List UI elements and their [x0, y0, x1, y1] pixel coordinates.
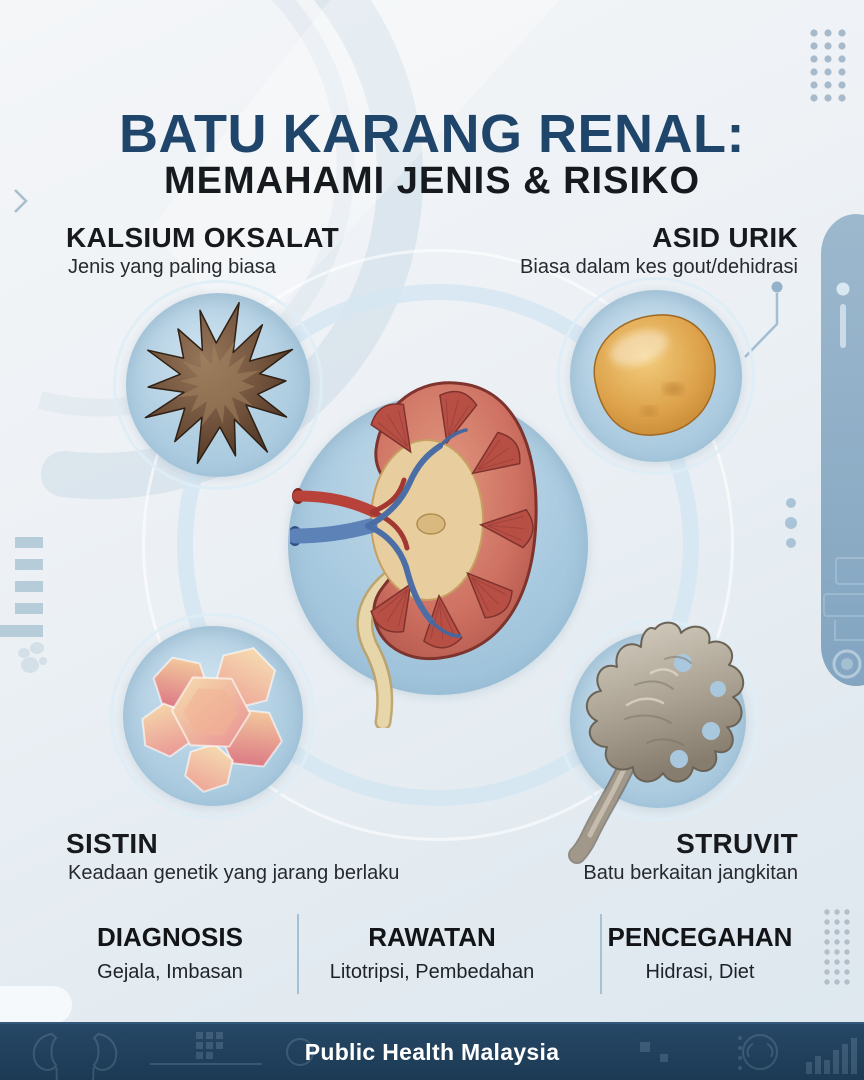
info-title-pencegahan: PENCEGAHAN: [607, 922, 793, 952]
corner-tab-decor: [0, 986, 72, 1024]
dots-vertical-decor-icon: [785, 498, 797, 548]
info-column-pencegahan: [570, 922, 830, 984]
dot-grid-top-right-icon: [810, 29, 845, 101]
footer-bar: [0, 1022, 864, 1080]
page-title: BATU KARANG RENAL:: [119, 104, 745, 164]
info-title-rawatan: RAWATAN: [368, 922, 496, 952]
smooth-yellow-stone-icon: [567, 293, 737, 453]
stone-label-asid-urik: ASID URIK: [652, 222, 798, 253]
kidney-cross-section-icon: [290, 368, 560, 728]
stone-desc-sistin: Keadaan genetik yang jarang berlaku: [68, 862, 400, 884]
stone-desc-kalsium-oksalat: Jenis yang paling biasa: [68, 256, 276, 278]
smudge-decor-icon: [18, 642, 47, 673]
stone-label-struvit: STRUVIT: [676, 828, 798, 859]
stone-label-sistin: SISTIN: [66, 828, 159, 859]
stone-desc-struvit: Batu berkaitan jangkitan: [583, 862, 798, 884]
info-column-diagnosis: [40, 922, 300, 984]
left-bars-decor-icon: [0, 537, 43, 637]
circuit-decor-icon: [745, 282, 783, 358]
stone-desc-asid-urik: Biasa dalam kes gout/dehidrasi: [520, 256, 798, 278]
page-subtitle: MEMAHAMI JENIS & RISIKO: [163, 160, 701, 202]
spiky-brown-stone-icon: [128, 294, 308, 474]
info-details-pencegahan: Hidrasi, Diet: [645, 961, 755, 983]
info-title-diagnosis: DIAGNOSIS: [97, 922, 243, 952]
info-column-rawatan: [282, 922, 582, 984]
info-details-rawatan: Litotripsi, Pembedahan: [329, 961, 535, 983]
info-details-diagnosis: Gejala, Imbasan: [97, 961, 243, 983]
stone-label-kalsium-oksalat: KALSIUM OKSALAT: [66, 222, 340, 253]
right-band-decor: [821, 214, 864, 686]
footer-organization: Public Health Malaysia: [304, 1038, 560, 1065]
hexagonal-crystal-stone-icon: [123, 622, 303, 807]
